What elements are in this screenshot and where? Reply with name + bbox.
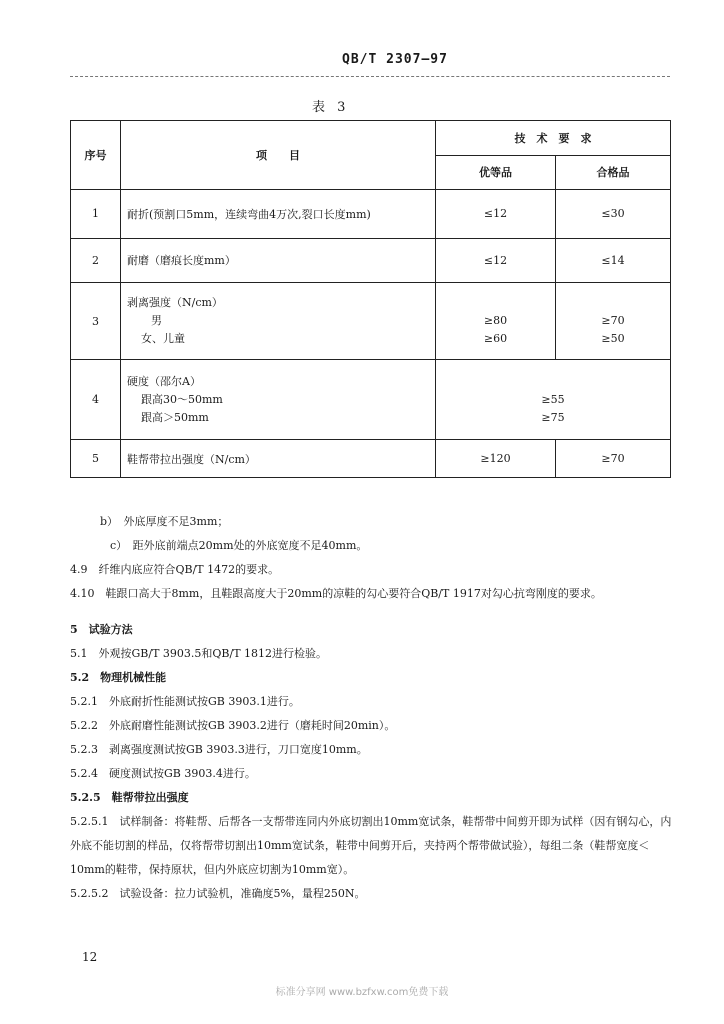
subsection-heading: 5.2.5 鞋帮带拉出强度 bbox=[70, 791, 189, 804]
col-header-qualified: 合格品 bbox=[556, 155, 671, 190]
col-header-premium: 优等品 bbox=[436, 155, 556, 190]
row-no: 4 bbox=[71, 360, 121, 440]
list-item: c） 距外底前端点20mm处的外底宽度不足40mm。 bbox=[110, 539, 368, 552]
clause: 4.9 纤维内底应符合QB/T 1472的要求。 bbox=[70, 563, 280, 576]
body-text bbox=[70, 510, 680, 906]
table-row bbox=[71, 360, 671, 440]
row-sub-item: 女、儿童 bbox=[141, 332, 185, 346]
page-number: 12 bbox=[82, 950, 98, 964]
section-heading: 5 试验方法 bbox=[70, 623, 133, 636]
value-qualified: ≤30 bbox=[556, 190, 671, 238]
clause: 5.2.3 剥离强度测试按GB 3903.3进行，刀口宽度10mm。 bbox=[70, 743, 368, 756]
value-premium: ≤12 bbox=[436, 238, 556, 282]
requirements-table bbox=[70, 120, 671, 478]
standard-code: QB/T 2307—97 bbox=[342, 52, 448, 67]
value-premium-a: ≥80 bbox=[483, 314, 508, 328]
clause: 5.2.1 外底耐折性能测试按GB 3903.1进行。 bbox=[70, 695, 300, 708]
row-item: 鞋帮带拉出强度（N/cm） bbox=[121, 440, 436, 478]
value-qualified: ≤14 bbox=[556, 238, 671, 282]
row-sub-item: 男 bbox=[151, 314, 162, 328]
value-hardness-a: ≥55 bbox=[541, 392, 565, 406]
table-row bbox=[71, 238, 671, 282]
table-title: 表 3 bbox=[312, 100, 350, 115]
row-no: 3 bbox=[71, 282, 121, 360]
col-header-requirements: 技 术 要 求 bbox=[436, 121, 671, 156]
value-both-grades bbox=[436, 360, 671, 440]
table-row bbox=[71, 282, 671, 360]
clause: 5.2.5.2 试验设备：拉力试验机，准确度5%，量程250N。 bbox=[70, 887, 366, 900]
value-qualified: ≥70 bbox=[556, 440, 671, 478]
value-premium bbox=[436, 282, 556, 360]
value-qualified-b: ≥50 bbox=[601, 332, 625, 346]
row-item: 耐折(预割口5mm，连续弯曲4万次,裂口长度mm) bbox=[121, 190, 436, 238]
table-row bbox=[71, 440, 671, 478]
clause: 5.1 外观按GB/T 3903.5和QB/T 1812进行检验。 bbox=[70, 647, 328, 660]
list-item: b） 外底厚度不足3mm； bbox=[100, 515, 229, 528]
clause: 5.2.5.1 试样制备：将鞋帮、后帮各一支帮带连同内外底切割出10mm宽试条，鞋帮带中间剪开即为试样（因有钢勾心，内外底不能切割的样品，仅将帮带切割出10mm宽试条，鞋带中间剪开后，夹持两个帮带做试验），每组二条（鞋帮宽度＜10mm的鞋带，保持原状，但内外底应切割为10mm宽）。 bbox=[70, 815, 672, 876]
header-rule bbox=[70, 76, 670, 77]
row-sub-item: 跟高＞50mm bbox=[141, 410, 209, 424]
row-no: 5 bbox=[71, 440, 121, 478]
value-premium: ≥120 bbox=[436, 440, 556, 478]
value-premium: ≤12 bbox=[436, 190, 556, 238]
row-sub-item: 跟高30～50mm bbox=[141, 392, 223, 406]
row-no: 2 bbox=[71, 238, 121, 282]
row-item: 耐磨（磨痕长度mm） bbox=[121, 238, 436, 282]
clause: 4.10 鞋跟口高大于8mm，且鞋跟高度大于20mm的凉鞋的勾心要符合QB/T 1917对勾心抗弯刚度的要求。 bbox=[70, 587, 602, 600]
value-qualified-a: ≥70 bbox=[601, 314, 625, 328]
col-header-item: 项 目 bbox=[121, 121, 436, 190]
row-item-title: 硬度（邵尔A） bbox=[127, 374, 201, 388]
row-item bbox=[121, 360, 436, 440]
value-qualified bbox=[556, 282, 671, 360]
row-item-title: 剥离强度（N/cm） bbox=[127, 296, 223, 310]
row-item bbox=[121, 282, 436, 360]
table-row bbox=[71, 190, 671, 238]
clause: 5.2.4 硬度测试按GB 3903.4进行。 bbox=[70, 767, 256, 780]
value-hardness-b: ≥75 bbox=[541, 410, 565, 424]
value-premium-b: ≥60 bbox=[483, 332, 508, 346]
row-no: 1 bbox=[71, 190, 121, 238]
watermark-footer: 标准分享网 www.bzfxw.com免费下载 bbox=[275, 987, 449, 998]
clause: 5.2.2 外底耐磨性能测试按GB 3903.2进行（磨耗时间20min）。 bbox=[70, 719, 396, 732]
col-header-no: 序号 bbox=[71, 121, 121, 190]
subsection-heading: 5.2 物理机械性能 bbox=[70, 671, 167, 684]
